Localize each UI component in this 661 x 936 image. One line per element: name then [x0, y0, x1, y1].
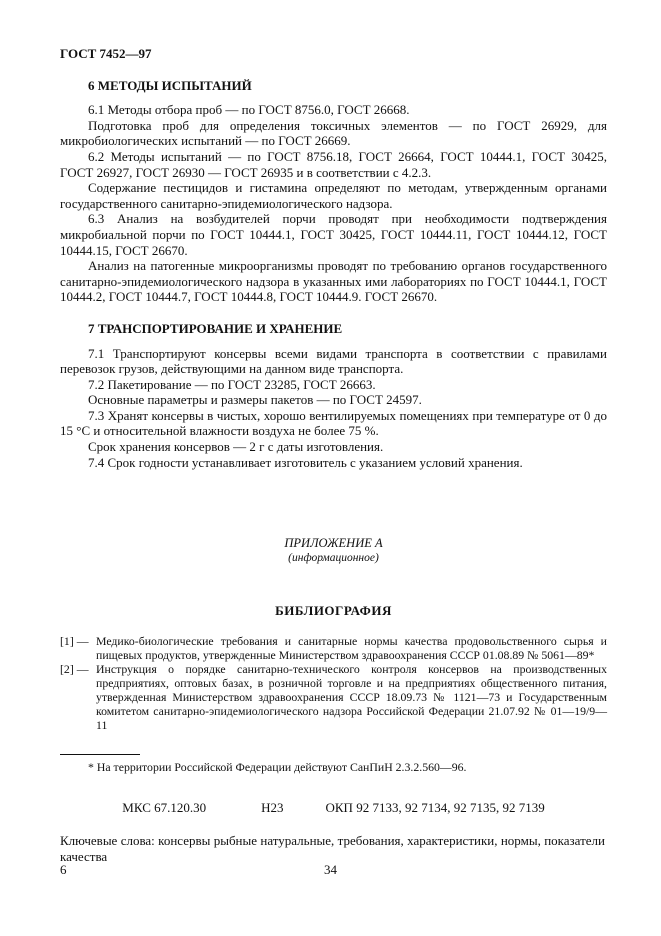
- paragraph: 6.1 Методы отбора проб — по ГОСТ 8756.0, ГОСТ 26668.: [88, 102, 410, 118]
- paragraph: 7.3 Хранят консервы в чистых, хорошо вентилируемых помещениях при температуре от 0 до 15 °С и относительной влажности воздуха не более 75 %.: [60, 407, 607, 439]
- paragraph: Содержание пестицидов и гистамина определяют по методам, утвержденным органами государственного санитарно-эпидемиологического надзора.: [60, 180, 607, 211]
- footnote-block: [60, 754, 607, 774]
- footnote-rule: [60, 754, 140, 755]
- footnote-text: * На территории Российской Федерации действуют СанПиН 2.3.2.560—96.: [88, 760, 467, 775]
- page-number-center: 34: [324, 862, 337, 878]
- bibliography-entry: [60, 634, 607, 662]
- bibliography-entry-text: Инструкция о порядке санитарно-технического контроля консервов на производственных предприятиях, оптовых базах, в розничной торговле и на предприятиях общественного питания, утвержденная Министерством здравоохранения СССР 18.09.73 № 1121—73 и Государственным комитетом санитарно-эпидемиологического надзора Российской Федерации 21.07.92 № 01—19/9—11: [96, 662, 607, 733]
- appendix-sublabel: (информационное): [288, 551, 379, 564]
- paragraph: Анализ на патогенные микроорганизмы проводят по требованию органов государственного санитарно-эпидемиологического надзора в указанных ими лабораториях по ГОСТ 10444.1, ГОСТ 10444.2, ГОСТ 10444.7, ГОСТ 10444.8, ГОСТ 10444.9. ГОСТ 26670.: [60, 258, 607, 305]
- paragraph: Основные параметры и размеры пакетов — по ГОСТ 24597.: [88, 392, 422, 408]
- appendix-label: ПРИЛОЖЕНИЕ А: [284, 536, 383, 551]
- section-6-heading: 6 МЕТОДЫ ИСПЫТАНИЙ: [88, 77, 252, 93]
- appendix-block: [60, 536, 607, 565]
- bibliography-title: БИБЛИОГРАФИЯ: [275, 602, 392, 618]
- keywords: Ключевые слова: консервы рыбные натуральные, требования, характеристики, нормы, показатели качества: [60, 833, 605, 864]
- classification-codes: [60, 800, 607, 816]
- paragraph: Срок хранения консервов — 2 г с даты изготовления.: [88, 439, 384, 455]
- bibliography-entry: [60, 662, 607, 732]
- paragraph: 6.3 Анализ на возбудителей порчи проводят при необходимости подтверждения микробиальной порчи по ГОСТ 10444.1, ГОСТ 30425, ГОСТ 10444.11, ГОСТ 10444.12, ГОСТ 10444.15, ГОСТ 26670.: [60, 211, 607, 258]
- paragraph: Подготовка проб для определения токсичных элементов — по ГОСТ 26929, для микробиологических испытаний — по ГОСТ 26669.: [60, 117, 607, 149]
- paragraph: 7.1 Транспортируют консервы всеми видами транспорта в соответствии с правилами перевозок грузов, действующими на данном виде транспорта.: [60, 345, 607, 377]
- okp-code: ОКП 92 7133, 92 7134, 92 7135, 92 7139: [325, 800, 545, 816]
- mks-code: МКС 67.120.30: [122, 800, 207, 816]
- bibliography-entry-number: [1] —: [60, 634, 89, 649]
- n-code: Н23: [261, 800, 284, 816]
- page-number-left: 6: [60, 862, 67, 878]
- section-7-heading: 7 ТРАНСПОРТИРОВАНИЕ И ХРАНЕНИЕ: [88, 320, 343, 336]
- doc-code: ГОСТ 7452—97: [60, 46, 152, 61]
- bibliography-entry-number: [2] —: [60, 662, 89, 677]
- paragraph: 7.2 Пакетирование — по ГОСТ 23285, ГОСТ 26663.: [88, 376, 376, 392]
- bibliography-entry-text: Медико-биологические требования и санитарные нормы качества продовольственного сырья и пищевых продуктов, утвержденные Министерством здравоохранения СССР 01.08.89 № 5061—89*: [96, 634, 607, 663]
- paragraph: 7.4 Срок годности устанавливает изготовитель с указанием условий хранения.: [88, 454, 523, 470]
- paragraph: 6.2 Методы испытаний — по ГОСТ 8756.18, ГОСТ 26664, ГОСТ 10444.1, ГОСТ 30425, ГОСТ 26927, ГОСТ 26930 — ГОСТ 26935 и в соответствии с 4.2.3.: [60, 148, 607, 180]
